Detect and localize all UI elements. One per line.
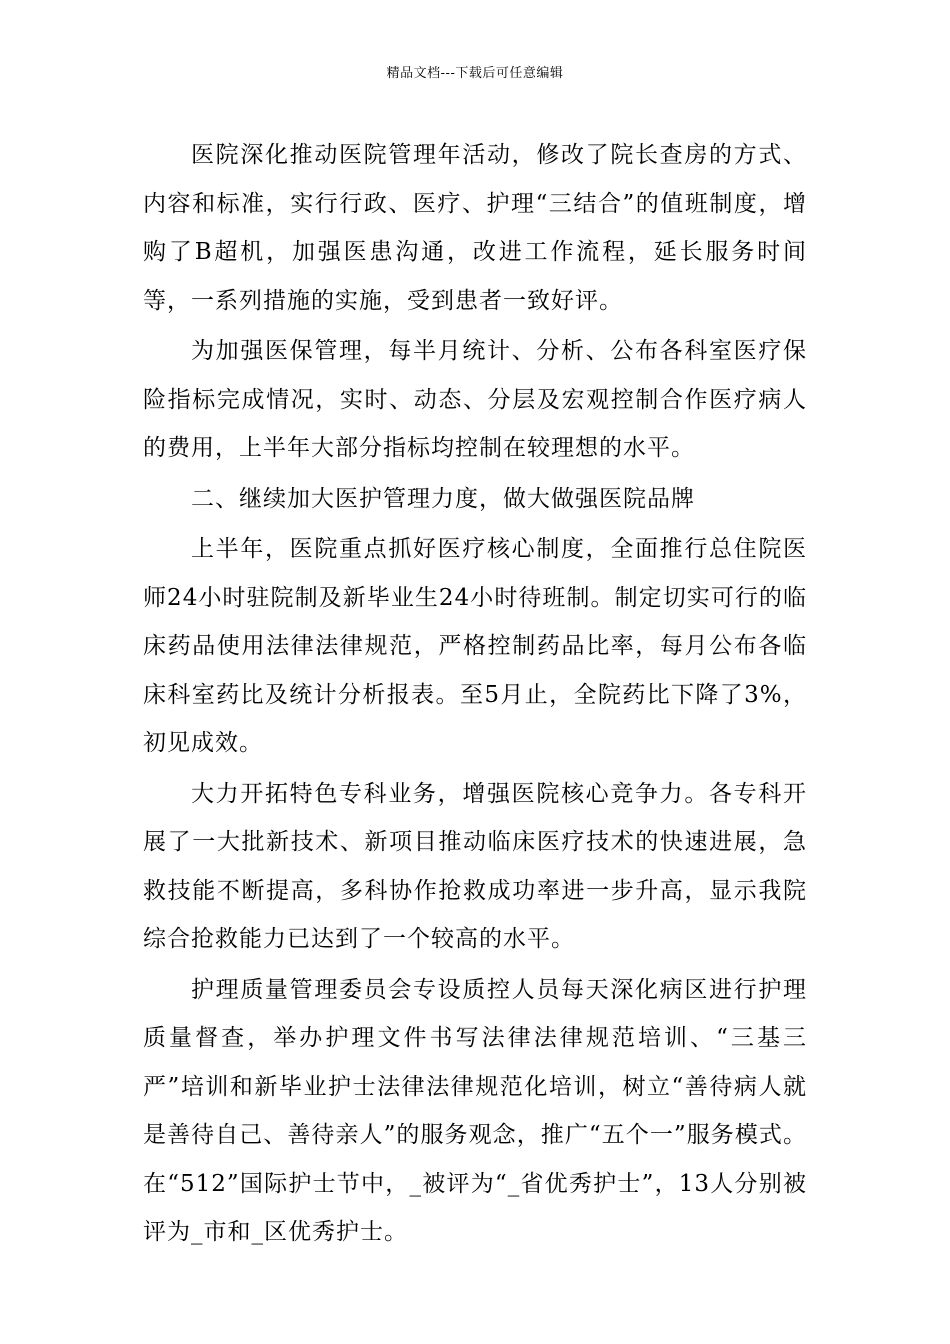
paragraph-core-system: 上半年，医院重点抓好医疗核心制度，全面推行总住院医师24小时驻院制及新毕业生24小时待班制。制定切实可行的临床药品使用法律法律规范，严格控制药品比率，每月公布各临床科室药比及统计分析报表。至5月止，全院药比下降了3%，初见成效。 — [143, 536, 807, 756]
paragraph-nursing-quality: 护理质量管理委员会专设质控人员每天深化病区进行护理质量督查，举办护理文件书写法律法律规范培训、“三基三严”培训和新毕业护士法律法律规范化培训，树立“善待病人就是善待自己、善待亲人”的服务观念，推广“五个一”服务模式。在“512”国际护士节中，_被评为“_省优秀护士”，13人分别被评为_市和_区优秀护士。 — [143, 976, 807, 1245]
paragraph-medical-insurance: 为加强医保管理，每半月统计、分析、公布各科室医疗保险指标完成情况，实时、动态、分层及宏观控制合作医疗病人的费用，上半年大部分指标均控制在较理想的水平。 — [143, 338, 807, 461]
document-body — [143, 131, 807, 1259]
section-heading: 二、继续加大医护管理力度，做大做强医院品牌 — [191, 485, 695, 512]
paragraph-hospital-management: 医院深化推动医院管理年活动，修改了院长查房的方式、内容和标准，实行行政、医疗、护理“三结合”的值班制度，增购了B超机，加强医患沟通，改进工作流程，延长服务时间等，一系列措施的实施，受到患者一致好评。 — [143, 142, 807, 314]
page-header: 精品文档---下载后可任意编辑 — [386, 66, 564, 81]
paragraph-specialty-business: 大力开拓特色专科业务，增强医院核心竞争力。各专科开展了一大批新技术、新项目推动临床医疗技术的快速进展，急救技能不断提高，多科协作抢救成功率进一步升高，显示我院综合抢救能力已达到了一个较高的水平。 — [143, 780, 807, 952]
